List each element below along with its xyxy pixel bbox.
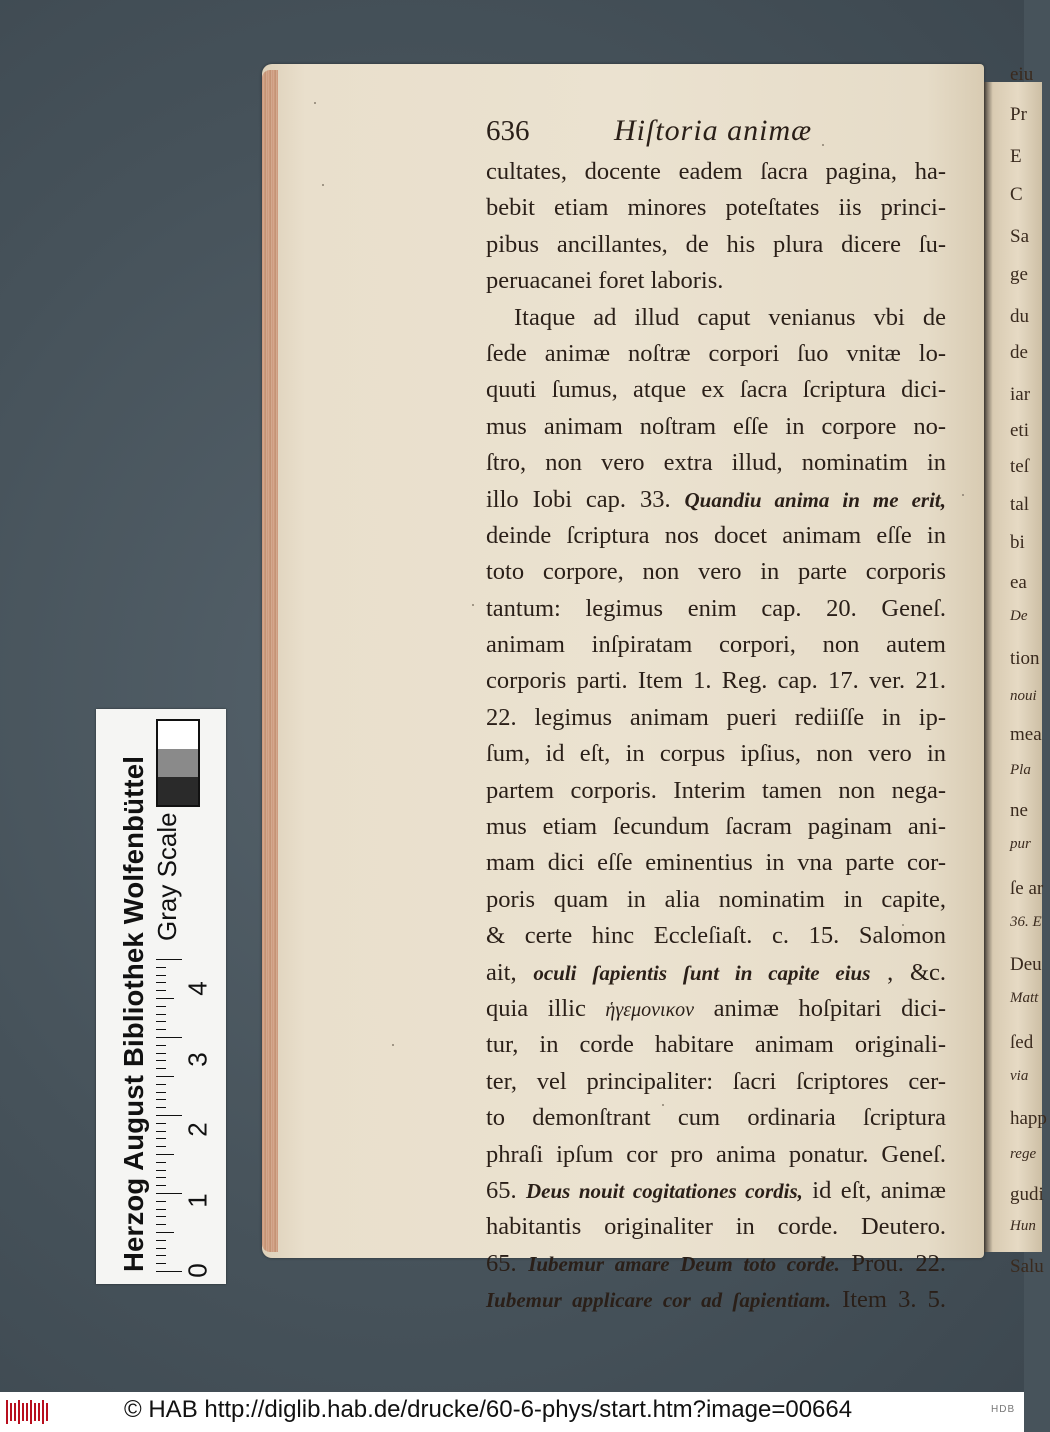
barcode-bar [10, 1403, 12, 1421]
ruler-tick [156, 1232, 174, 1233]
line-text: Prou. 22. [851, 1249, 946, 1277]
ruler-number: 4 [182, 981, 213, 996]
barcode-bar [14, 1403, 16, 1421]
text-line [486, 1027, 946, 1063]
text-line [486, 809, 946, 845]
page-text [486, 114, 946, 1319]
page-fore-edge [262, 70, 278, 1252]
adjacent-page-fragment: tal [1010, 494, 1029, 515]
ruler-tick [156, 982, 166, 983]
ruler-tick [156, 959, 182, 960]
adjacent-page-fragment: happ [1010, 1108, 1047, 1129]
ruler-number: 2 [182, 1122, 213, 1137]
barcode-bar [26, 1403, 28, 1421]
ruler-tick [156, 1209, 166, 1210]
gray-scale-label: Gray Scale [152, 812, 182, 941]
gray-swatch [158, 721, 198, 749]
adjacent-page-fragment: eti [1010, 420, 1029, 441]
italic-text: Iubemur applicare cor ad ſapientiam. [486, 1288, 831, 1313]
ruler-tick [156, 1115, 182, 1116]
ruler-tick [156, 1060, 166, 1061]
line-text: mus etiam ſecundum ſacram paginam ani- [486, 813, 946, 841]
barcode-bar [18, 1400, 20, 1424]
ruler-tick [156, 1068, 166, 1069]
barcode-bar [46, 1403, 48, 1421]
ruler-tick [156, 1170, 166, 1171]
color-scale-ruler [96, 709, 226, 1284]
text-line [486, 1246, 946, 1282]
adjacent-page-fragment: ne [1010, 800, 1028, 821]
text-line [486, 1137, 946, 1173]
barcode-bar [38, 1403, 40, 1421]
text-line [486, 518, 946, 554]
text-line [486, 336, 946, 372]
text-line [486, 591, 946, 627]
text-line [486, 482, 946, 518]
text-line [486, 1209, 946, 1245]
adjacent-page [982, 64, 1047, 1277]
ruler-tick [156, 1185, 166, 1186]
ruler-tick [156, 998, 174, 999]
ruler-tick [156, 1107, 166, 1108]
adjacent-page-fragment: Matt [1010, 990, 1039, 1006]
ruler-tick [156, 1263, 166, 1264]
ruler-tick [156, 1014, 166, 1015]
text-line [486, 845, 946, 881]
line-text: pibus ancillantes, de his plura dicere ſu- [486, 230, 946, 258]
line-text: tantum: legimus enim cap. 20. Geneſ. [486, 594, 946, 622]
adjacent-page-fragment: de [1010, 342, 1028, 363]
text-line [486, 736, 946, 772]
line-text: ſtro, non vero extra illud, nominatim in [486, 449, 946, 477]
adjacent-page-fragment: via [1010, 1068, 1029, 1084]
greek-text: ἡγεμονικον [605, 998, 695, 1021]
ruler-tick [156, 1240, 166, 1241]
italic-text: Deus nouit cogitationes cordis, [526, 1178, 803, 1203]
barcode-bar [42, 1400, 44, 1424]
adjacent-page-fragment: ge [1010, 264, 1028, 285]
ruler-number: 0 [182, 1263, 213, 1278]
footer-mark: HDB [991, 1404, 1016, 1415]
line-text: mam dici eſſe eminentius in vna parte cor- [486, 849, 946, 877]
ruler-tick [156, 1193, 182, 1194]
institution-label: Herzog August Bibliothek Wolfenbüttel [118, 755, 149, 1272]
gray-swatches [156, 719, 200, 807]
adjacent-page-fragment: bi [1010, 532, 1025, 553]
text-line [486, 445, 946, 481]
text-line [486, 955, 946, 991]
line-text: Item 3. 5. [842, 1286, 947, 1314]
ruler-tick [156, 967, 166, 968]
line-text: animam inſpiratam corpori, non autem [486, 631, 946, 659]
text-line [486, 773, 946, 809]
text-line [486, 554, 946, 590]
adjacent-page-fragment: Pla [1010, 762, 1031, 778]
barcode-bar [22, 1403, 24, 1421]
adjacent-page-fragment: Hun [1010, 1218, 1036, 1234]
ruler-tick [156, 1092, 166, 1093]
ruler-tick [156, 1138, 166, 1139]
line-text: quuti ſumus, atque ex ſacra ſcriptura dici- [486, 376, 946, 404]
line-text: 65. [486, 1176, 517, 1204]
line-text: to demonſtrant cum ordinaria ſcriptura [486, 1104, 946, 1132]
text-line [486, 1282, 946, 1318]
line-text: cultates, docente eadem ſacra pagina, ha- [486, 158, 946, 185]
adjacent-page-fragment: De [1010, 608, 1028, 624]
line-text: ſede animæ noſtræ corpori ſuo vnitæ lo- [486, 339, 946, 367]
footer-bar [0, 1392, 1024, 1432]
text-lines [486, 154, 946, 1319]
ruler-tick [156, 1201, 166, 1202]
text-line [486, 1173, 946, 1209]
line-text: tur, in corde habitare animam originali- [486, 1031, 946, 1059]
text-line [486, 227, 946, 263]
line-text: bebit etiam minores poteſtates iis princi- [486, 194, 946, 222]
text-line [486, 409, 946, 445]
adjacent-page-fragment: mea [1010, 724, 1042, 745]
adjacent-page-fragment: Salu [1010, 1256, 1044, 1277]
ruler-tick [156, 975, 166, 976]
adjacent-page-fragment: du [1010, 306, 1029, 327]
adjacent-page-fragment: Pr [1010, 104, 1027, 125]
line-text: animæ hoſpitari dici- [713, 994, 946, 1022]
ruler-tick [156, 1248, 166, 1249]
line-text: quia illic [486, 994, 586, 1022]
ruler-tick [156, 1154, 174, 1155]
adjacent-page-fragment: iar [1010, 384, 1031, 405]
italic-text: Quandiu anima in me erit, [684, 487, 947, 512]
adjacent-page-fragment: rege [1010, 1146, 1037, 1162]
adjacent-page-fragment: noui [1010, 688, 1037, 704]
page-number: 636 [486, 115, 530, 147]
running-head: Hiſtoria animæ [614, 114, 813, 147]
text-line [486, 918, 946, 954]
line-text: deinde ſcriptura nos docet animam eſſe in [486, 521, 946, 549]
adjacent-page-fragment: E [1010, 146, 1022, 167]
line-text: peruacanei foret laboris. [486, 267, 724, 295]
gray-swatch [158, 777, 198, 805]
adjacent-page-fragment: pur [1010, 836, 1031, 852]
adjacent-page-fragment: tion [1010, 648, 1040, 669]
line-text: toto corpore, non vero in parte corporis [486, 558, 946, 586]
page-header [486, 114, 946, 154]
ruler-number: 3 [182, 1051, 213, 1067]
text-line [486, 372, 946, 408]
adjacent-page-fragment: ſed [1010, 1032, 1034, 1053]
ruler-tick [156, 1029, 166, 1030]
adjacent-page-fragment: C [1010, 184, 1023, 205]
ruler-ticks [156, 959, 216, 1278]
text-line [486, 1100, 946, 1136]
line-text: ſum, id eſt, in corpus ipſius, non vero in [486, 740, 946, 768]
line-text: phraſi ipſum cor pro anima ponatur. Geneſ. [486, 1140, 946, 1168]
gray-swatch [158, 749, 198, 777]
ruler-tick [156, 1021, 166, 1022]
line-text: ter, vel principaliter: ſacri ſcriptores cer- [486, 1067, 946, 1095]
italic-text: oculi ſapientis ſunt in capite eius [533, 960, 871, 985]
ruler-tick [156, 1045, 166, 1046]
ruler-tick [156, 1271, 182, 1272]
ruler-tick [156, 1037, 182, 1038]
text-line [486, 154, 946, 190]
ruler-number: 1 [182, 1192, 213, 1208]
ruler-tick [156, 1099, 166, 1100]
ruler-tick [156, 1123, 166, 1124]
italic-text: Iubemur amare Deum toto corde. [528, 1251, 840, 1276]
line-text: Itaque ad illud caput venianus vbi de [514, 303, 946, 331]
text-line [486, 627, 946, 663]
text-line [486, 882, 946, 918]
ruler-tick [156, 1224, 166, 1225]
text-line [486, 663, 946, 699]
ruler-tick [156, 1053, 166, 1054]
ruler-tick [156, 1006, 166, 1007]
text-line [486, 263, 946, 299]
barcode-icon [6, 1400, 50, 1424]
text-line [486, 991, 946, 1027]
barcode-bar [34, 1403, 36, 1421]
adjacent-page-fragment: Deu [1010, 954, 1042, 975]
adjacent-page-fragment: eiu [1010, 64, 1034, 85]
ruler-tick [156, 1131, 166, 1132]
line-text: id eſt, animæ [812, 1176, 947, 1204]
text-line [486, 300, 946, 336]
text-line [486, 1064, 946, 1100]
text-line [486, 190, 946, 226]
line-text: partem corporis. Interim tamen non nega- [486, 776, 946, 804]
line-text: mus animam noſtram eſſe in corpore no- [486, 412, 946, 440]
barcode-bar [6, 1400, 8, 1424]
adjacent-page-fragment: gudi [1010, 1184, 1044, 1205]
ruler-tick [156, 1146, 166, 1147]
adjacent-page-fragment: 36. E [1010, 914, 1042, 930]
adjacent-page-fragment: ſe ar [1010, 878, 1044, 899]
line-text: illo Iobi cap. 33. [486, 485, 671, 513]
adjacent-page-fragment: ea [1010, 572, 1027, 593]
ruler-tick [156, 1216, 166, 1217]
line-text: poris quam in alia nominatim in capite, [486, 885, 946, 913]
line-text: & certe hinc Eccleſiaſt. c. 15. Salomon [486, 922, 946, 950]
copyright-url[interactable]: © HAB http://diglib.hab.de/drucke/60-6-phys/start.htm?image=00664 [124, 1396, 853, 1423]
line-text: 65. [486, 1249, 517, 1277]
ruler-tick [156, 1255, 166, 1256]
barcode-bar [30, 1400, 32, 1424]
line-text: ait, [486, 958, 517, 986]
line-text: 22. legimus animam pueri rediiſſe in ip- [486, 703, 946, 731]
ruler-tick [156, 990, 166, 991]
ruler-tick [156, 1162, 166, 1163]
ruler-tick [156, 1084, 166, 1085]
text-line [486, 700, 946, 736]
ruler-tick [156, 1076, 174, 1077]
line-text: habitantis originaliter in corde. Deutero. [486, 1213, 946, 1241]
line-text: , &c. [887, 958, 947, 986]
ruler-tick [156, 1177, 166, 1178]
adjacent-page-fragment: teſ [1010, 456, 1029, 477]
line-text: corporis parti. Item 1. Reg. cap. 17. ver. 21. [486, 667, 946, 695]
adjacent-page-fragment: Sa [1010, 226, 1029, 247]
